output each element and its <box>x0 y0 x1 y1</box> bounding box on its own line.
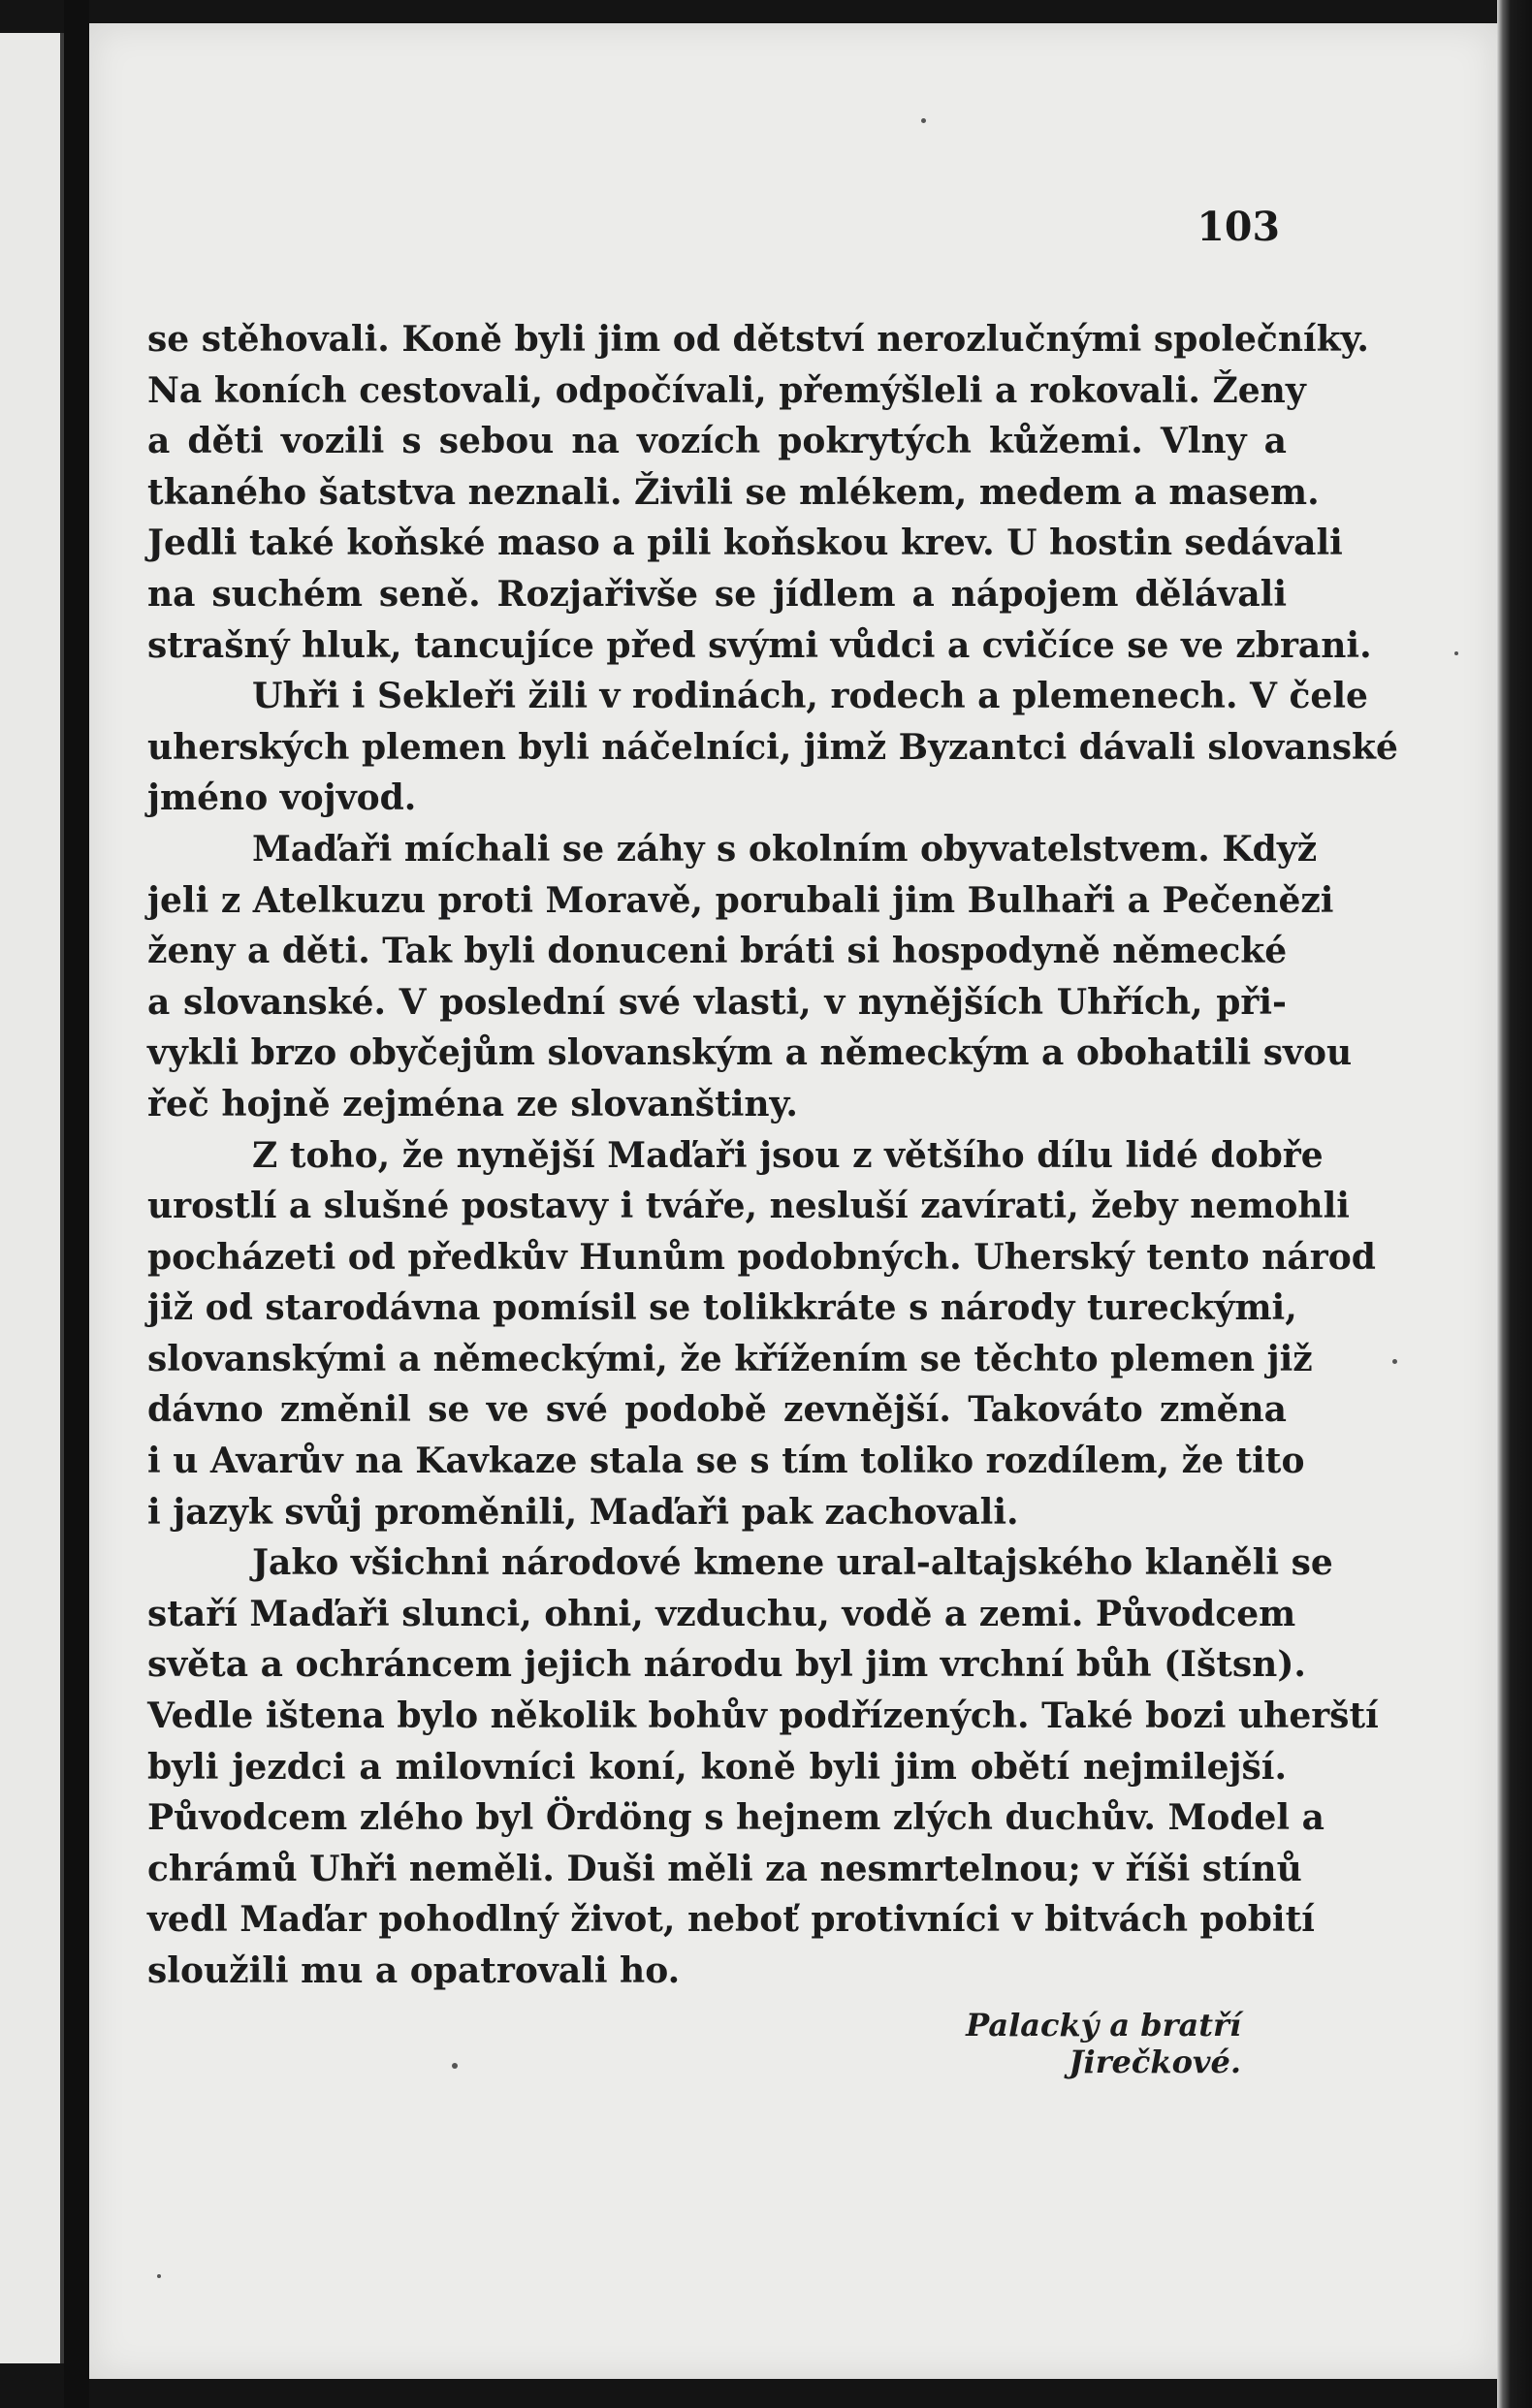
text-line: slovanskými a německými, že křížením se těchto plemen již <box>147 1338 1313 1379</box>
text-line: uherských plemen byli náčelníci, jimž Byzantci dávali slovanské <box>147 726 1398 768</box>
text-line: jeli z Atelkuzu proti Moravě, porubali jim Bulhaři a Pečenězi <box>147 879 1334 921</box>
text-line: Maďaři míchali se záhy s okolním obyvatelstvem. Když <box>252 828 1318 870</box>
text-line: Na koních cestovali, odpočívali, přemýšleli a rokovali. Ženy <box>147 369 1306 411</box>
text-line: Jedli také koňské maso a pili koňskou krev. U hostin sedávali <box>147 523 1343 564</box>
scan-speck <box>1392 1359 1397 1364</box>
text-line: vedl Maďar pohodlný život, neboť protivníci v bitvách pobití <box>147 1899 1315 1941</box>
scan-speck <box>157 2274 161 2278</box>
text-line: Jako všichni národové kmene ural-altajského klaněli se <box>252 1542 1333 1584</box>
text-line: Původcem zlého byl Ördöng s hejnem zlých duchův. Model a <box>147 1797 1325 1839</box>
text-line: strašný hluk, tancujíce před svými vůdci a cvičíce se ve zbrani. <box>147 624 1372 666</box>
text-line: dávno změnil se ve své podobě zevnější. Takováto změna <box>147 1389 1287 1431</box>
text-line: sloužili mu a opatrovali ho. <box>147 1950 681 1991</box>
text-line: i u Avarův na Kavkaze stala se s tím toliko rozdílem, že tito <box>147 1441 1305 1482</box>
text-line: chrámů Uhři neměli. Duši měli za nesmrtelnou; v říši stínů <box>147 1848 1302 1889</box>
body-text <box>147 314 1398 1997</box>
page-right-edge <box>1497 0 1532 2408</box>
text-line: světa a ochráncem jejich národu byl jim vrchní bůh (Ištsn). <box>147 1644 1306 1686</box>
text-line: staří Maďaři slunci, ohni, vzduchu, vodě a zemi. Původcem <box>147 1593 1296 1634</box>
text-line: Uhři i Sekleři žili v rodinách, rodech a plemenech. V čele <box>252 676 1368 717</box>
book-gutter <box>64 0 89 2408</box>
text-line: a slovanské. V poslední své vlasti, v nynějších Uhřích, při- <box>147 981 1287 1023</box>
text-line: tkaného šatstva neznali. Živili se mlékem, medem a masem. <box>147 471 1320 513</box>
text-line: se stěhovali. Koně byli jim od dětství nerozlučnými společníky. <box>147 319 1369 360</box>
text-line: vykli brzo obyčejům slovanským a německým a obohatili svou <box>147 1032 1353 1074</box>
text-line: již od starodávna pomísil se tolikkráte s národy tureckými, <box>147 1287 1297 1329</box>
text-line: na suchém seně. Rozjařivše se jídlem a nápojem dělávali <box>147 573 1287 615</box>
text-line: a děti vozili s sebou na vozích pokrytých kůžemi. Vlny a <box>147 421 1287 462</box>
scan-speck <box>921 118 926 123</box>
page-number: 103 <box>1197 204 1280 250</box>
text-line: ženy a děti. Tak byli donuceni bráti si hospodyně německé <box>147 931 1288 972</box>
scan-speck <box>452 2063 458 2069</box>
adjacent-page-edge <box>0 33 64 2363</box>
text-line: řeč hojně zejména ze slovanštiny. <box>147 1083 798 1125</box>
text-line: jméno vojvod. <box>147 777 417 819</box>
text-line: Vedle ištena bylo několik bohův podřízených. Také bozi uherští <box>147 1695 1379 1737</box>
text-line: i jazyk svůj proměnili, Maďaři pak zachovali. <box>147 1491 1019 1533</box>
author-signature: Palacký a bratří Jirečkové. <box>966 2007 1241 2080</box>
text-line: pocházeti od předkův Hunům podobných. Uherský tento národ <box>147 1236 1376 1278</box>
scan-speck <box>1454 651 1458 655</box>
text-line: Z toho, že nynější Maďaři jsou z většího dílu lidé dobře <box>252 1134 1324 1176</box>
text-line: byli jezdci a milovníci koní, koně byli jim obětí nejmilejší. <box>147 1746 1287 1788</box>
text-line: urostlí a slušné postavy i tváře, nesluší zavírati, žeby nemohli <box>147 1186 1350 1227</box>
